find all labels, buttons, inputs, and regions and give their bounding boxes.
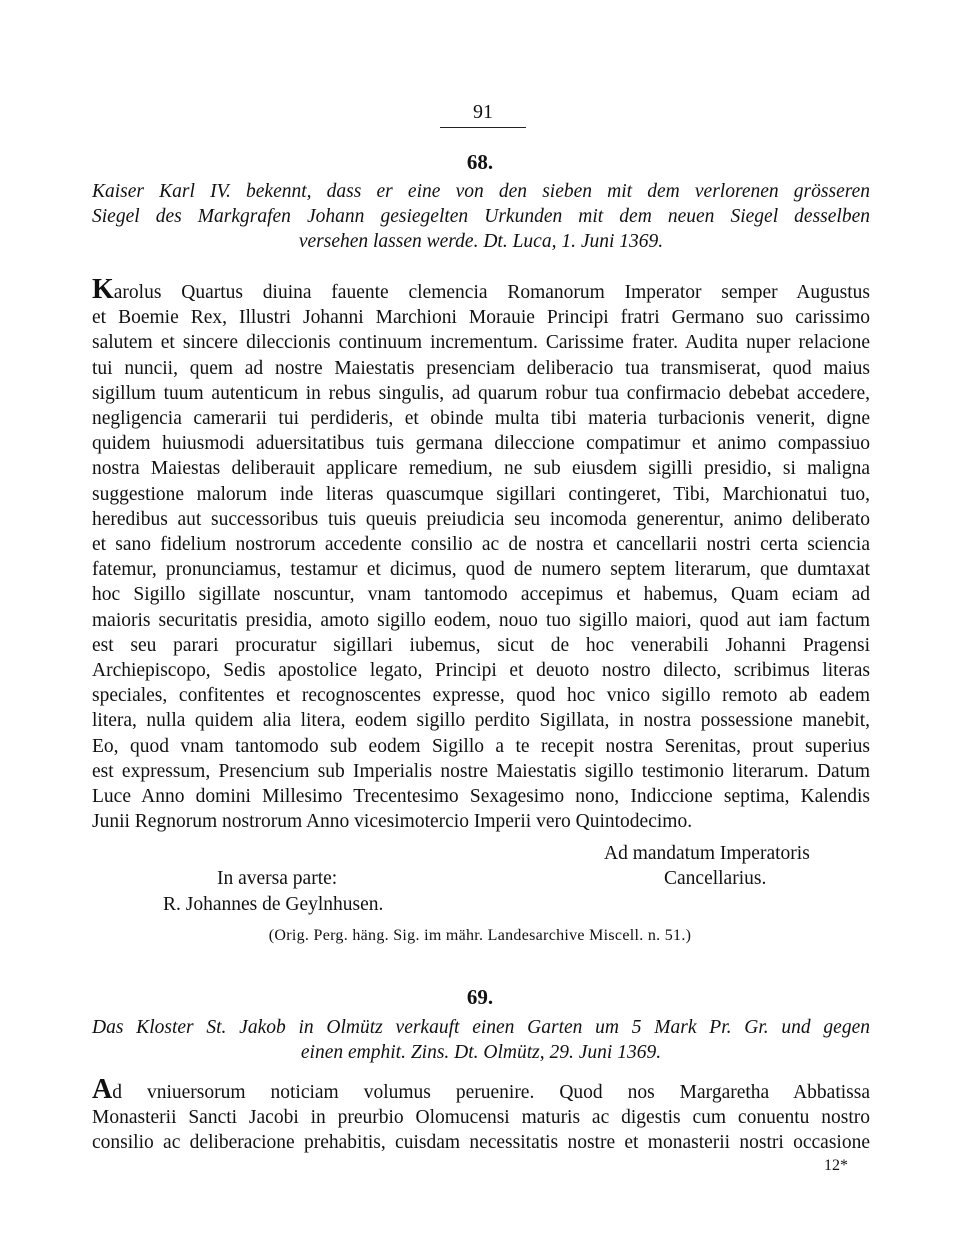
text-line: quidem huiusmodi aduersitatibus tuis germana dileccione compatimur et animo compassiuo — [92, 433, 870, 455]
document-number-69: 69. — [466, 985, 494, 1009]
regest-line: versehen lassen werde. Dt. Luca, 1. Juni 1369. — [298, 231, 664, 252]
regest-69 — [92, 1015, 870, 1065]
mandate-line-2: Cancellarius. — [664, 868, 767, 889]
text-line: salutem et sincere dileccionis continuum incrementum. Carissime frater. Audita nuper relacione — [92, 332, 870, 354]
text-line: hoc Sigillo sigillate noscuntur, vnam tantomodo accepimus et habemus, Quam eciam ad — [92, 584, 870, 606]
text-line: Luce Anno domini Millesimo Trecentesimo Sexagesimo nono, Indiccione septima, Kalendis — [92, 786, 870, 808]
text-line: tui nuncii, quem ad nostre Maiestatis presenciam deliberacio tua transmiserat, quod maius — [92, 357, 870, 379]
text-line: est expressum, Presencium sub Imperialis nostre Maiestatis sigillo testimonio literarum. Datum — [92, 760, 870, 782]
text-line: maioris securitatis presidia, amoto sigillo eodem, nouo tuo sigillo maiori, quod aut iam factum — [92, 609, 870, 631]
text-line: Archiepiscopo, Sedis apostolice legato, Principi et deuoto nostro dilecto, scribimus literas — [92, 660, 870, 682]
page-number: 91 — [473, 101, 493, 123]
verso-name: R. Johannes de Geylnhusen. — [163, 894, 384, 915]
regest-line: Kaiser Karl IV. bekennt, dass er eine von den sieben mit dem verlorenen grösseren — [92, 181, 870, 202]
drop-initial: K — [92, 274, 114, 305]
text-line: consilio ac deliberacione prehabitis, cuisdam necessitatis nostre et monasterii nostri occasione — [92, 1132, 870, 1154]
text-line: heredibus aut successoribus tuis queuis preiudicia seu incomoda generentur, animo deliberato — [92, 508, 870, 530]
text-line: sigillum tuum autenticum in rebus singulis, ad quarum robur tua confirmacio debebat accedere, — [92, 382, 870, 404]
text-line: litera, nulla quidem alia litera, eodem sigillo perdito Sigillata, in nostra possessione manebit, — [92, 710, 870, 732]
regest-line: Das Kloster St. Jakob in Olmütz verkauft einen Garten um 5 Mark Pr. Gr. und gegen — [92, 1017, 870, 1038]
text-line: Monasterii Sancti Jacobi in preurbio Olomucensi maturis ac digestis cum conuentu nostro — [92, 1107, 870, 1129]
text-line: et Boemie Rex, Illustri Johanni Marchioni Morauie Principi fratri Germano suo carissimo — [92, 307, 870, 329]
regest-line: Siegel des Markgrafen Johann gesiegelten Urkunden mit dem neuen Siegel desselben — [92, 206, 870, 227]
document-text-68 — [92, 274, 870, 834]
source-note: (Orig. Perg. häng. Sig. im mähr. Landesarchive Miscell. n. 51.) — [268, 927, 692, 944]
text-line — [92, 1074, 870, 1105]
document-number-68: 68. — [466, 150, 494, 174]
text-line — [92, 274, 870, 305]
regest-68 — [92, 179, 870, 254]
text-line: et sano fidelium nostrorum accedente consilio ac de nostra et cancellarii nostri certa sciencia — [92, 534, 870, 556]
page-number-rule — [440, 127, 526, 128]
text-line: negligencia camerarii tui perdideris, et obinde multa tibi materia turbacionis venerit, digne — [92, 408, 870, 430]
text-line: nostra Maiestas deliberauit applicare remedium, ne sub eiusdem sigilli presidio, si maligna — [92, 458, 870, 480]
document-text-69 — [92, 1074, 870, 1156]
mandate-line-1: Ad mandatum Imperatoris — [604, 843, 810, 864]
regest-line: einen emphit. Zins. Dt. Olmütz, 29. Juni 1369. — [300, 1042, 662, 1063]
text-line: est seu parari procuratur sigillari iubemus, sicut de hoc venerabili Johanni Pragensi — [92, 634, 870, 656]
text-line: suggestione malorum inde literas quascumque sigillari contingeret, Tibi, Marchionatui tuo, — [92, 483, 870, 505]
text-line: speciales, confitentes et recognoscentes expresse, quod hoc vnico sigillo remoto ab eadem — [92, 685, 870, 707]
text-line-rest: arolus Quartus diuina fauente clemencia Romanorum Imperator semper Augustus — [113, 282, 870, 303]
text-line: fatemur, pronunciamus, testamur et dicimus, quod de numero septem literarum, que dumtaxat — [92, 559, 870, 581]
drop-initial: A — [92, 1074, 113, 1105]
signature-mark: 12* — [824, 1157, 848, 1174]
verso-label: In aversa parte: — [217, 868, 338, 889]
text-line-rest: d vniuersorum noticiam volumus peruenire. Quod nos Margaretha Abbatissa — [112, 1082, 870, 1103]
text-line: Eo, quod vnam tantomodo sub eodem Sigillo a te recepit nostra Serenitas, prout superius — [92, 735, 870, 757]
text-line: Junii Regnorum nostrorum Anno vicesimotercio Imperii vero Quintodecimo. — [92, 811, 693, 833]
